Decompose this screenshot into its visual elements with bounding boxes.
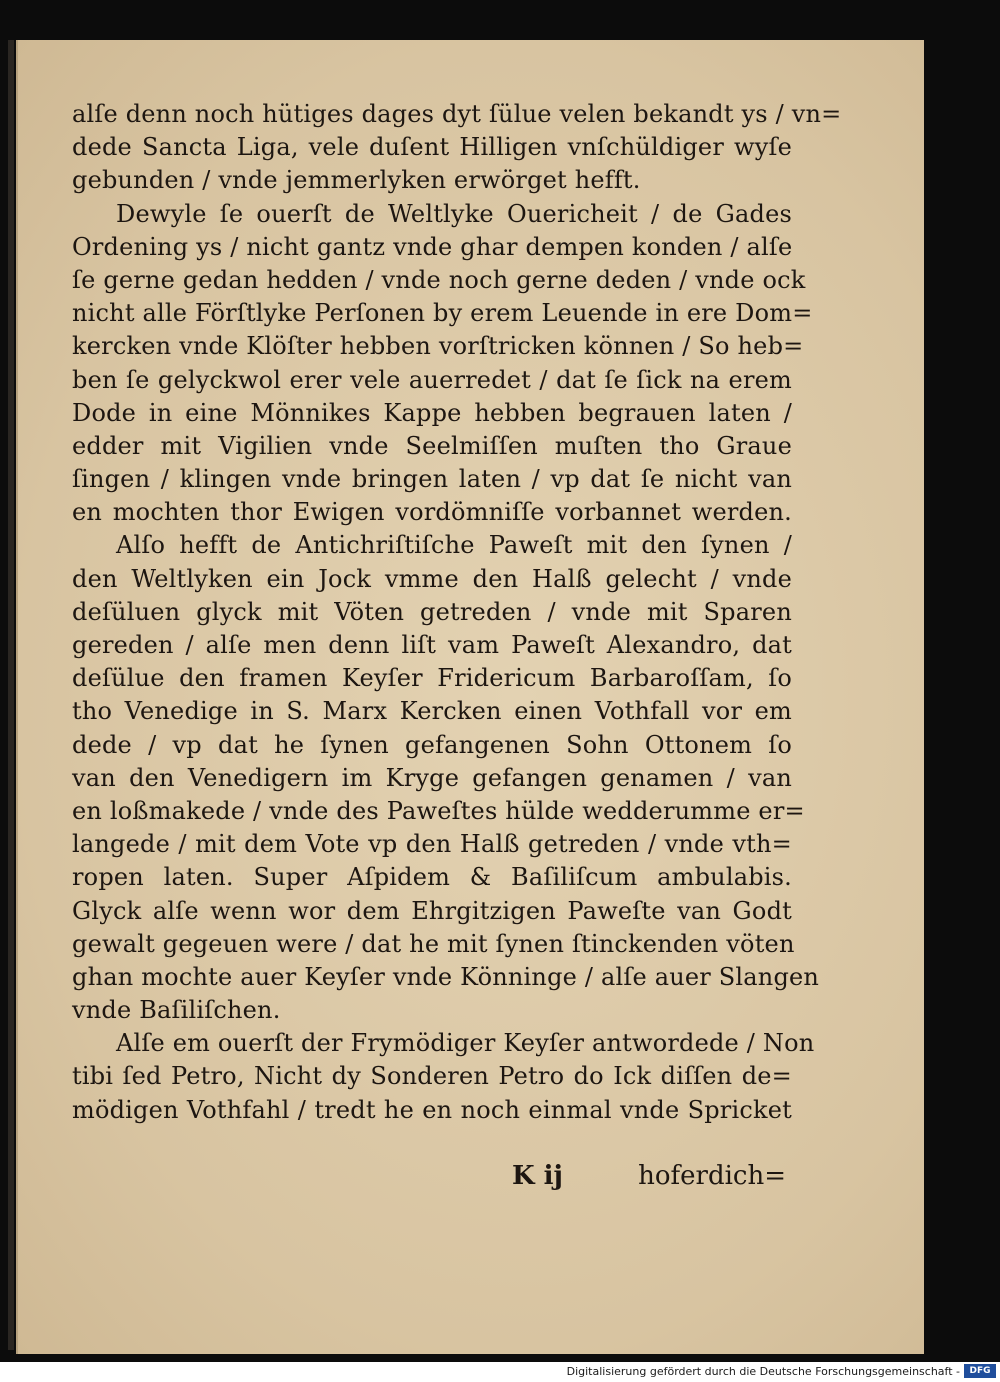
text-line-19: tho Venedige in S. Marx Kercken einen Vothfall vor em — [72, 697, 792, 726]
text-line-29: Alſe em ouerſt der Frymödiger Keyſer antwordede / Non — [116, 1029, 815, 1058]
text-line-18: deſülue den framen Keyſer Fridericum Barbaroſſam, ſo — [72, 664, 792, 693]
catchword: hoferdich= — [638, 1161, 786, 1191]
text-line-30: tibi ſed Petro, Nicht dy Sonderen Petro do Ick diſſen de= — [72, 1062, 792, 1091]
dfg-logo-icon: DFG — [964, 1364, 996, 1378]
text-line-14: Alſo hefft de Antichriſtiſche Paweſt mit den ſynen / — [116, 531, 792, 560]
text-line-3: gebunden / vnde jemmerlyken erwörget hefft. — [72, 166, 641, 195]
text-line-26: gewalt gegeuen were / dat he mit ſynen ſtinckenden vöten — [72, 929, 795, 958]
text-line-21: van den Venedigern im Kryge gefangen genamen / van — [72, 763, 792, 792]
text-line-5: Ordening ys / nicht gantz vnde ghar dempen konden / alſe — [72, 232, 793, 261]
signature-mark: K ij — [512, 1161, 563, 1191]
text-line-11: edder mit Vigilien vnde Seelmiſſen muſten tho Graue — [72, 431, 792, 460]
text-line-27: ghan mochte auer Keyſer vnde Könninge / alſe auer Slangen — [72, 962, 820, 991]
text-line-2: dede Sancta Liga, vele duſent Hilligen vnſchüldiger wyſe — [72, 133, 792, 162]
dfg-credit-text: Digitalisierung gefördert durch die Deutsche Forschungsgemeinschaft - — [566, 1365, 960, 1378]
text-line-17: gereden / alſe men denn liſt vam Paweſt Alexandro, dat — [72, 631, 792, 659]
text-line-15: den Weltlyken ein Jock vmme den Halß gelecht / vnde — [72, 564, 792, 593]
page-footer — [72, 1161, 792, 1197]
text-line-10: Dode in eine Mönnikes Kappe hebben begrauen laten / — [72, 398, 792, 427]
text-line-7: nicht alle Förſtlyke Perſonen by erem Leuende in ere Dom= — [72, 299, 813, 328]
text-line-16: deſüluen glyck mit Vöten getreden / vnde mit Sparen — [72, 597, 792, 626]
credit-bar — [0, 1362, 1000, 1382]
text-line-1: alſe denn noch hütiges dages dyt ſülue velen bekandt ys / vn= — [72, 100, 842, 128]
text-line-28: vnde Baſiliſchen. — [72, 996, 281, 1025]
text-line-31: mödigen Vothfahl / tredt he en noch einmal vnde Spricket — [72, 1095, 792, 1124]
book-edge — [8, 40, 14, 1350]
text-line-13: en mochten thor Ewigen vordömniſſe vorbannet werden. — [72, 498, 792, 527]
text-line-12: ſingen / klingen vnde bringen laten / vp dat ſe nicht van — [72, 465, 792, 494]
text-line-9: ben ſe gelyckwol erer vele auerredet / dat ſe ſick na erem — [72, 365, 792, 394]
text-line-22: en loßmakede / vnde des Paweſtes hülde wedderumme er= — [72, 796, 805, 825]
text-line-23: langede / mit dem Vote vp den Halß getreden / vnde vth= — [72, 830, 792, 859]
text-line-4: Dewyle ſe ouerſt de Weltlyke Ouericheit / de Gades — [116, 199, 792, 228]
text-line-20: dede / vp dat he ſynen gefangenen Sohn Ottonem ſo — [72, 730, 792, 759]
text-line-6: ſe gerne gedan hedden / vnde noch gerne deden / vnde ock — [72, 265, 806, 294]
book-page — [16, 40, 924, 1354]
text-line-24: ropen laten. Super Aſpidem & Baſiliſcum ambulabis. — [72, 863, 792, 892]
text-line-8: kercken vnde Klöſter hebben vorſtricken können / So heb= — [72, 332, 804, 361]
page-text — [72, 98, 842, 1127]
text-line-25: Glyck alſe wenn wor dem Ehrgitzigen Paweſte van Godt — [72, 896, 792, 925]
